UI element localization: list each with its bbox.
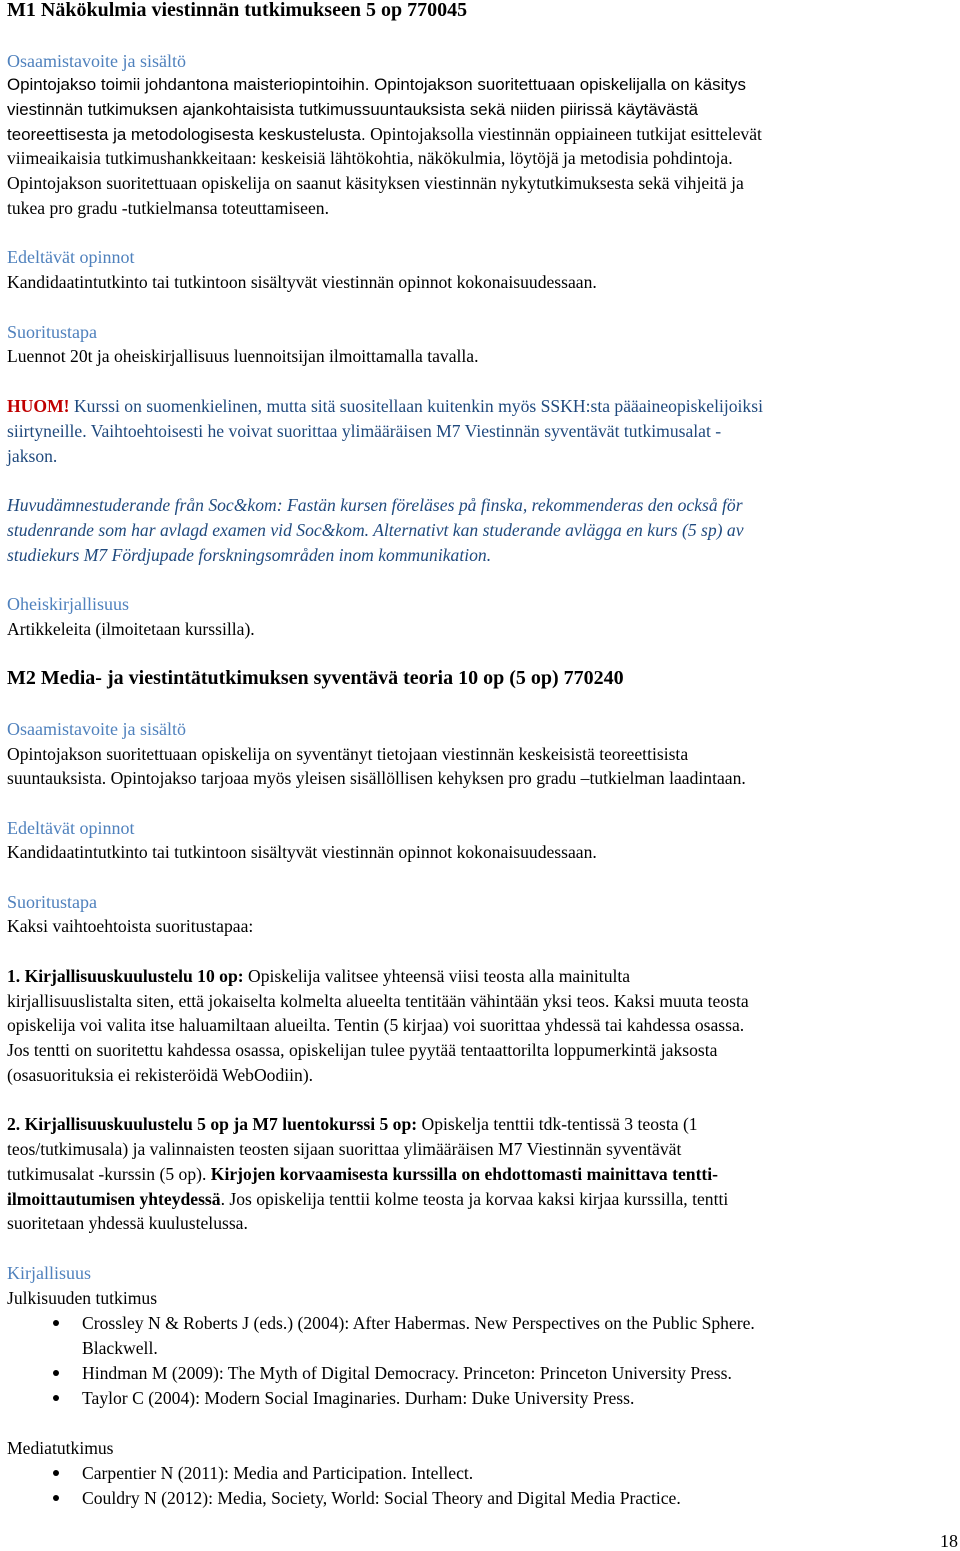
m1-note-label: HUOM! bbox=[7, 396, 70, 416]
m2-option1-line: Jos tentti on suoritettu kahdessa osassa, opiskelijan tulee pyytää tentaattorilta loppumerkintä jaksosta bbox=[7, 1040, 718, 1060]
m1-method-text: Luennot 20t ja oheiskirjallisuus luennoitsijan ilmoittamalla tavalla. bbox=[7, 346, 479, 366]
bullet-icon bbox=[53, 1320, 59, 1326]
m2-option1-line: (osasuorituksia ei rekisteröidä WebOodiin). bbox=[7, 1065, 314, 1085]
m2-literature-heading: Kirjallisuus bbox=[7, 1263, 91, 1283]
bullet-icon bbox=[53, 1395, 59, 1401]
m2-option2-emphasis: ilmoittautumisen yhteydessä bbox=[7, 1189, 221, 1209]
m2-goal-line: suuntauksista. Opintojakso tarjoaa myös yleisen sisällöllisen kehyksen pro gradu –tutkielman laadintaan. bbox=[7, 768, 746, 788]
m2-option2-emphasis: Kirjojen korvaamisesta kurssilla on ehdottomasti mainittava tentti- bbox=[210, 1164, 719, 1184]
m1-prereq-text: Kandidaatintutkinto tai tutkintoon sisältyvät viestinnän opinnot kokonaisuudessaan. bbox=[7, 272, 597, 292]
m1-reading-text: Artikkeleita (ilmoitetaan kurssilla). bbox=[7, 619, 255, 639]
m2-option1-text: Opiskelija valitsee yhteensä viisi teosta alla mainitulta bbox=[243, 966, 631, 986]
m2-option2-label: 2. Kirjallisuuskuulustelu 5 op ja M7 luentokurssi 5 op: bbox=[7, 1114, 418, 1134]
m1-note-line bbox=[7, 394, 763, 418]
bullet-icon bbox=[53, 1495, 59, 1501]
m1-goal-line: viimeaikaisia tutkimushankkeitaan: keskeisiä lähtökohtia, näkökulmia, löytöjä ja metodisia pohdintoja. bbox=[7, 148, 733, 168]
m2-prereq-text: Kandidaatintutkinto tai tutkintoon sisältyvät viestinnän opinnot kokonaisuudessaan. bbox=[7, 842, 597, 862]
m1-swedish-line: Huvudämnestuderande från Soc&kom: Fastän kursen föreläses på finska, rekommenderas den också för bbox=[7, 495, 743, 515]
m2-media-heading: Mediatutkimus bbox=[7, 1438, 114, 1458]
m2-prereq-heading: Edeltävät opinnot bbox=[7, 818, 135, 838]
m2-option2-text: . Jos opiskelija tenttii kolme teosta ja korvaa kaksi kirjaa kurssilla, tentti bbox=[220, 1189, 729, 1209]
m2-public-sphere-heading: Julkisuuden tutkimus bbox=[7, 1288, 158, 1308]
m1-goal-line-part: teoreettisesta ja metodologisesta keskustelusta. bbox=[7, 125, 366, 144]
m2-option1-label: 1. Kirjallisuuskuulustelu 10 op: bbox=[7, 966, 244, 986]
m2-option2-line bbox=[7, 1187, 728, 1211]
m2-option2-text: tutkimusalat -kurssin (5 op). bbox=[7, 1164, 211, 1184]
m2-option1-line: opiskelija voi valita itse haluamiltaan alueilta. Tentin (5 kirjaa) voi suorittaa yhdessä tai kahdessa osassa. bbox=[7, 1015, 745, 1035]
m1-goal-line: Opintojakson suoritettuaan opiskelija on saanut käsityksen viestinnän nykytutkimuksesta sekä vihjeitä ja bbox=[7, 173, 744, 193]
m1-swedish-line: studiekurs M7 Fördjupade forskningsområden inom kommunikation. bbox=[7, 545, 492, 565]
page-number: 18 bbox=[940, 1531, 958, 1551]
m1-method-heading: Suoritustapa bbox=[7, 322, 97, 342]
m2-option2-line bbox=[7, 1162, 718, 1186]
bullet-icon bbox=[53, 1470, 59, 1476]
m1-title: M1 Näkökulmia viestinnän tutkimukseen 5 op 770045 bbox=[7, 0, 468, 21]
literature-item-continued: Blackwell. bbox=[82, 1338, 158, 1358]
m2-goal-heading: Osaamistavoite ja sisältö bbox=[7, 719, 186, 739]
m1-goal-line bbox=[7, 122, 762, 147]
m1-swedish-line: studenrande som har avlagd examen vid Soc&kom. Alternativt kan studerande avlägga en kurs (5 sp) av bbox=[7, 520, 744, 540]
literature-item: Crossley N & Roberts J (eds.) (2004): After Habermas. New Perspectives on the Public Sphere. bbox=[82, 1313, 755, 1333]
m1-note-line: siirtyneille. Vaihtoehtoisesti he voivat suorittaa ylimääräisen M7 Viestinnän syventävät tutkimusalat - bbox=[7, 421, 722, 441]
m1-note-line: jakson. bbox=[7, 446, 58, 466]
m2-method-text: Kaksi vaihtoehtoista suoritustapaa: bbox=[7, 916, 254, 936]
m1-goal-heading: Osaamistavoite ja sisältö bbox=[7, 51, 186, 71]
m2-option2-line: teos/tutkimusala) ja valinnaisten teosten sijaan suorittaa ylimääräisen M7 Viestinnän syventävät bbox=[7, 1139, 682, 1159]
m1-goal-line: viestinnän tutkimuksen ajankohtaisista tutkimussuuntauksista sekä niiden piirissä käytävästä bbox=[7, 100, 698, 119]
m1-goal-line: tukea pro gradu -tutkielmansa toteuttamiseen. bbox=[7, 198, 329, 218]
m2-option2-line bbox=[7, 1112, 698, 1136]
m1-goal-line-part: Opintojaksolla viestinnän oppiaineen tutkijat esittelevät bbox=[370, 124, 762, 144]
m2-option1-line bbox=[7, 964, 630, 988]
m1-reading-heading: Oheiskirjallisuus bbox=[7, 594, 129, 614]
m2-option1-line: kirjallisuuslistalta siten, että jokaiselta kolmelta alueelta tentitään vähintään yksi teos. Kaksi muuta teosta bbox=[7, 991, 749, 1011]
m2-goal-line: Opintojakson suoritettuaan opiskelija on syventänyt tietojaan viestinnän keskeisistä teoreettisista bbox=[7, 744, 689, 764]
literature-item: Carpentier N (2011): Media and Participation. Intellect. bbox=[82, 1463, 474, 1483]
m1-note-text: Kurssi on suomenkielinen, mutta sitä suositellaan kuitenkin myös SSKH:sta pääaineopiskelijoiksi bbox=[69, 396, 763, 416]
literature-item: Hindman M (2009): The Myth of Digital Democracy. Princeton: Princeton University Press. bbox=[82, 1363, 732, 1383]
m2-title: M2 Media- ja viestintätutkimuksen syventävä teoria 10 op (5 op) 770240 bbox=[7, 667, 624, 689]
m1-prereq-heading: Edeltävät opinnot bbox=[7, 247, 135, 267]
m2-method-heading: Suoritustapa bbox=[7, 892, 97, 912]
literature-item: Couldry N (2012): Media, Society, World: Social Theory and Digital Media Practice. bbox=[82, 1488, 681, 1508]
literature-item: Taylor C (2004): Modern Social Imaginaries. Durham: Duke University Press. bbox=[82, 1388, 635, 1408]
m2-option2-line: suoritetaan yhdessä kuulustelussa. bbox=[7, 1213, 248, 1233]
bullet-icon bbox=[53, 1370, 59, 1376]
m2-option2-text: Opiskelja tenttii tdk-tentissä 3 teosta (1 bbox=[417, 1114, 698, 1134]
m1-goal-line: Opintojakso toimii johdantona maisteriopintoihin. Opintojakson suoritettuaan opiskelijalla on käsitys bbox=[7, 75, 746, 94]
